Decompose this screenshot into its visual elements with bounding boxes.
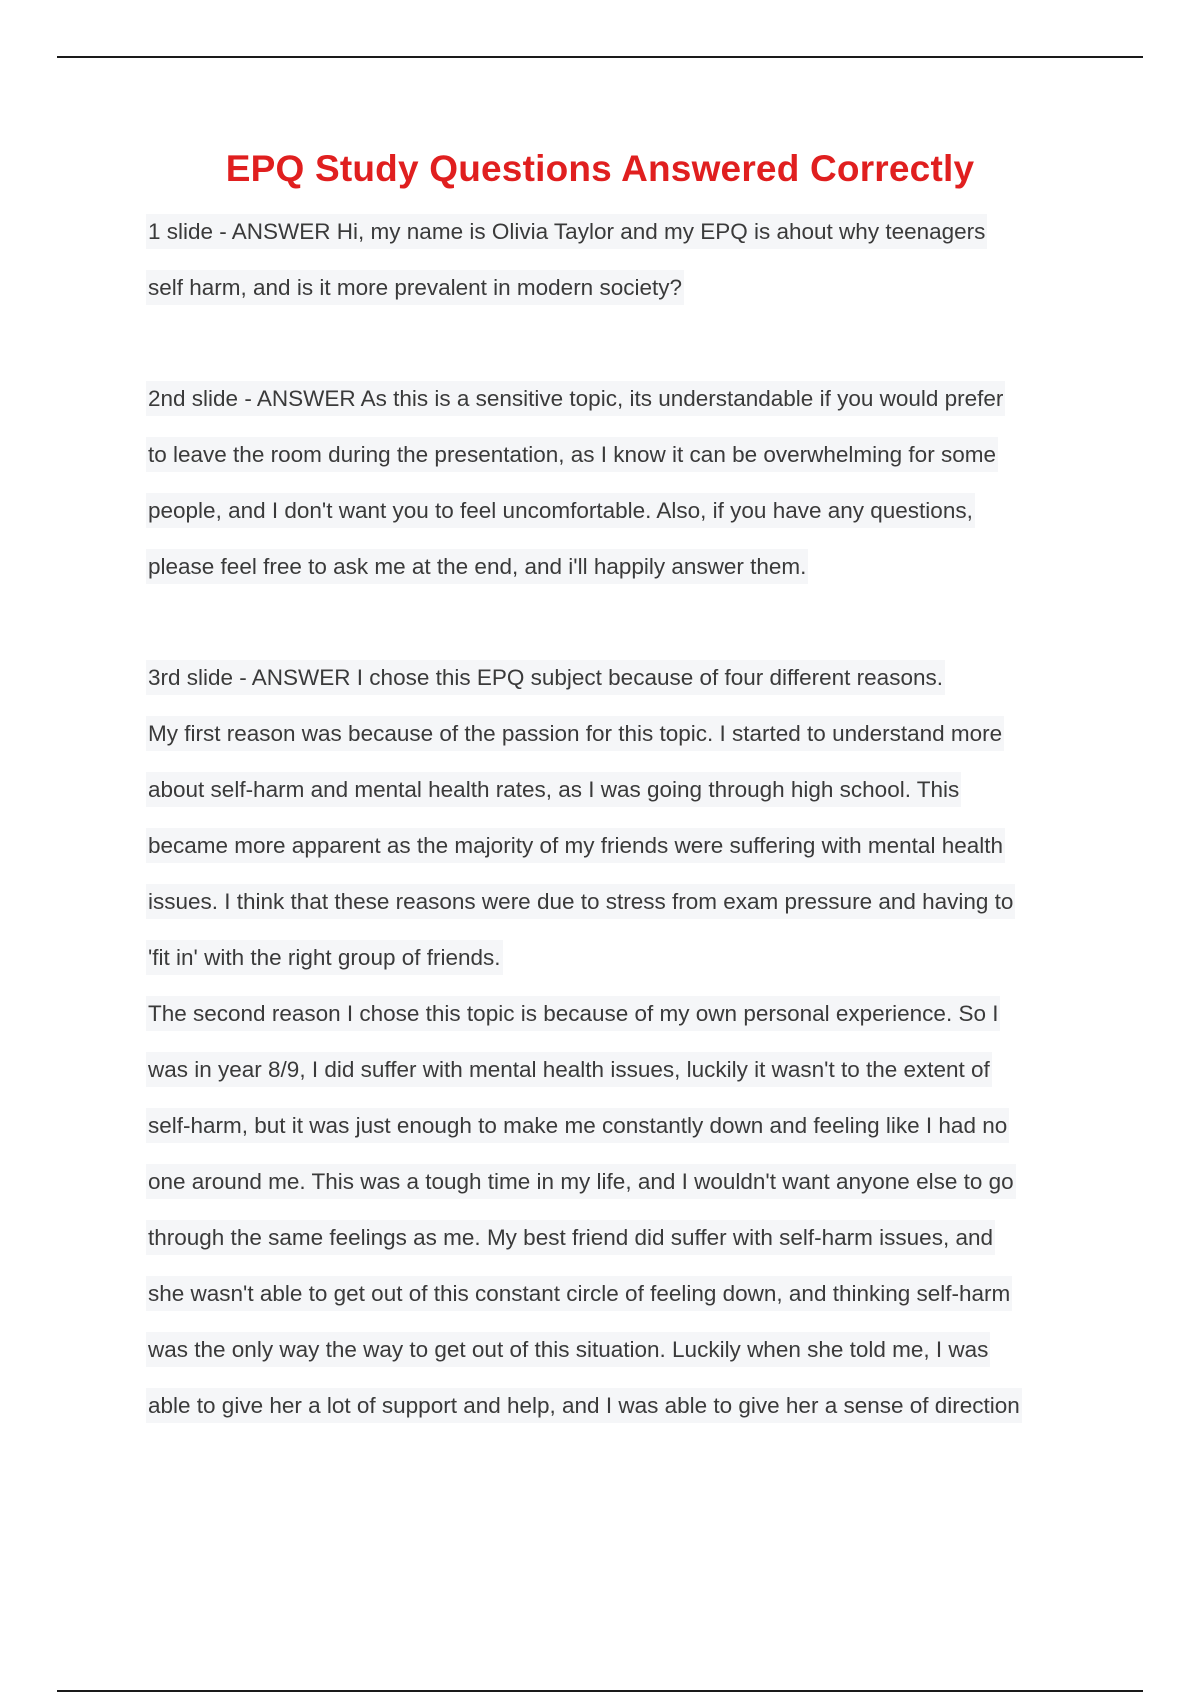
text-line: My first reason was because of the passion for this topic. I started to understand more [146, 709, 1096, 765]
bottom-rule [57, 1690, 1143, 1692]
page-title: EPQ Study Questions Answered Correctly [225, 148, 975, 189]
text-line: 'fit in' with the right group of friends. [146, 933, 1096, 989]
paragraph-slide-2 [146, 374, 1096, 598]
text-line: people, and I don't want you to feel uncomfortable. Also, if you have any questions, [146, 486, 1096, 542]
text-line: was in year 8/9, I did suffer with mental health issues, luckily it wasn't to the extent of [146, 1045, 1096, 1101]
paragraph-slide-3 [146, 653, 1096, 1437]
text-line: 1 slide - ANSWER Hi, my name is Olivia Taylor and my EPQ is ahout why teenagers [146, 207, 1096, 263]
paragraph-gap [146, 598, 1096, 653]
text-line: to leave the room during the presentation, as I know it can be overwhelming for some [146, 430, 1096, 486]
text-line: The second reason I chose this topic is because of my own personal experience. So I [146, 989, 1096, 1045]
text-line: able to give her a lot of support and help, and I was able to give her a sense of direction [146, 1381, 1096, 1437]
top-rule [57, 56, 1143, 58]
text-line: self-harm, but it was just enough to make me constantly down and feeling like I had no [146, 1101, 1096, 1157]
text-line: please feel free to ask me at the end, and i'll happily answer them. [146, 542, 1096, 598]
text-line: she wasn't able to get out of this constant circle of feeling down, and thinking self-harm [146, 1269, 1096, 1325]
text-line: one around me. This was a tough time in my life, and I wouldn't want anyone else to go [146, 1157, 1096, 1213]
document-body [146, 207, 1096, 1437]
text-line: self harm, and is it more prevalent in modern society? [146, 263, 1096, 319]
text-line: issues. I think that these reasons were due to stress from exam pressure and having to [146, 877, 1096, 933]
text-line: was the only way the way to get out of this situation. Luckily when she told me, I was [146, 1325, 1096, 1381]
text-line: 2nd slide - ANSWER As this is a sensitive topic, its understandable if you would prefer [146, 374, 1096, 430]
text-line: became more apparent as the majority of my friends were suffering with mental health [146, 821, 1096, 877]
text-line: about self-harm and mental health rates, as I was going through high school. This [146, 765, 1096, 821]
text-line: 3rd slide - ANSWER I chose this EPQ subject because of four different reasons. [146, 653, 1096, 709]
paragraph-slide-1 [146, 207, 1096, 319]
text-line: through the same feelings as me. My best friend did suffer with self-harm issues, and [146, 1213, 1096, 1269]
paragraph-gap [146, 319, 1096, 374]
